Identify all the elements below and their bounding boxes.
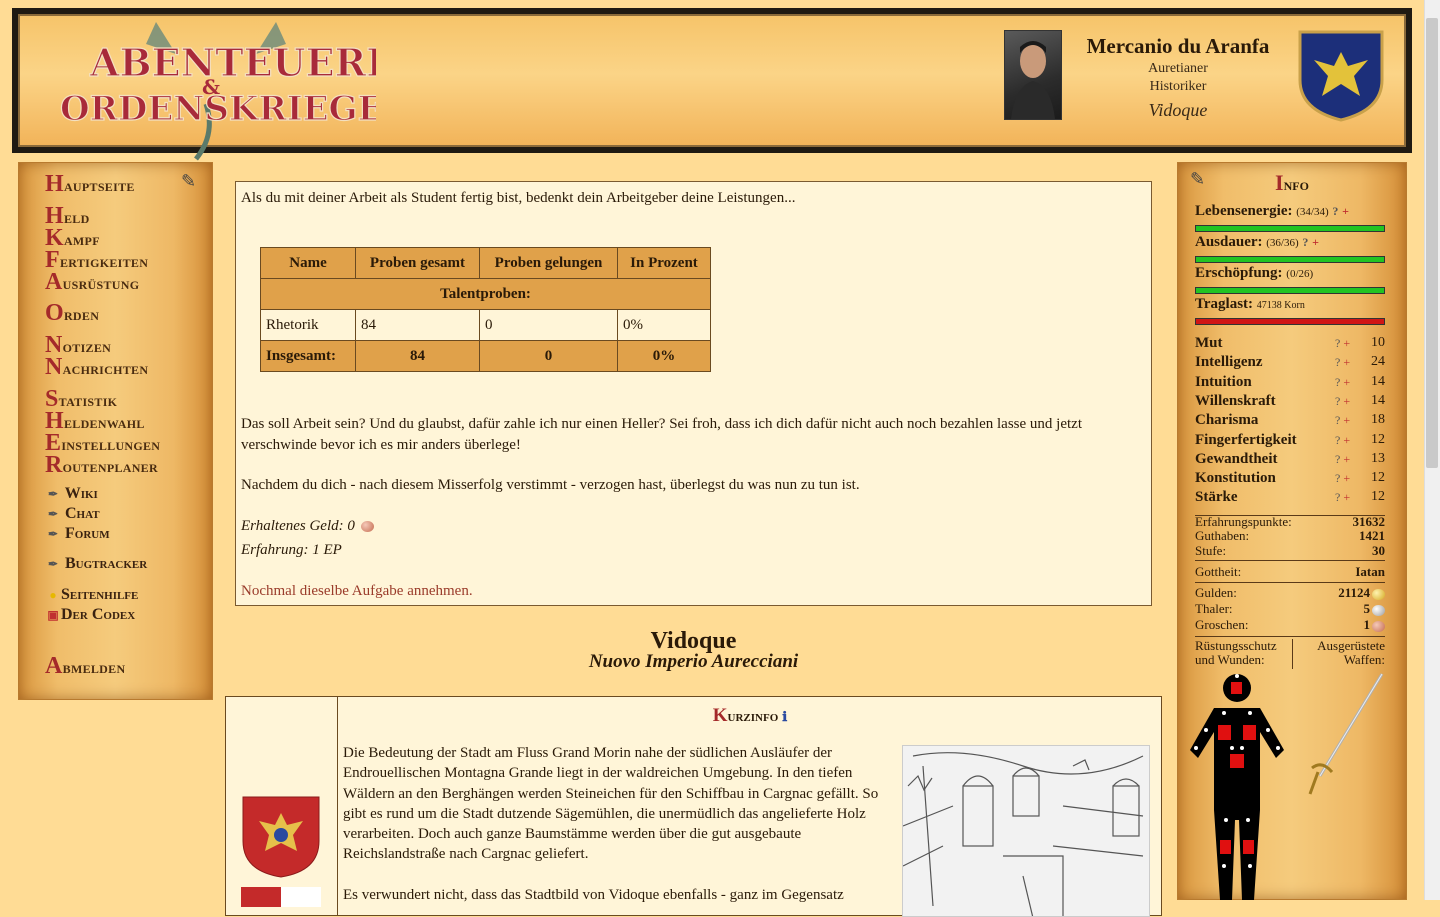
nav-einstellungen[interactable]: Einstellungen [45,430,161,456]
plus-link[interactable]: + [1343,355,1351,370]
info-title: Info [1275,170,1309,195]
attribute-row [1195,489,1385,508]
nav-seitenhilfe[interactable]: ● Seitenhilfe [45,586,138,604]
attribute-name: Mut [1195,335,1223,351]
help-link[interactable]: ? [1335,374,1341,389]
nav-routenplaner[interactable]: Routenplaner [45,452,158,478]
nav-chat[interactable]: ✒ Chat [45,505,100,523]
help-link[interactable]: ? [1335,355,1341,370]
attribute-name: Willenskraft [1195,392,1276,409]
nav-forum[interactable]: ✒ Forum [45,525,110,543]
nav-bugtracker[interactable]: ✒ Bugtracker [45,555,147,573]
help-link[interactable]: ? [1335,336,1341,350]
nav-orden[interactable]: Orden [45,300,100,326]
nav-wiki[interactable]: ✒ Wiki [45,485,98,503]
kurzinfo-heading: Kurzinfo ℹ [712,705,788,726]
header-banner [12,8,1412,153]
town-subtitle: Nuovo Imperio Aurecciani [588,651,799,672]
pdf-icon: ▣ [47,608,59,622]
info-icon[interactable]: ℹ [782,709,788,724]
quill-icon: ✒ [47,507,59,521]
nav-hauptseite[interactable]: Hauptseite [45,171,135,197]
col-header: Proben gelungen [480,248,618,279]
plus-link[interactable]: + [1343,336,1351,350]
attribute-value: 14 [1371,373,1385,389]
traglast-bar [1195,318,1385,325]
town-coat-of-arms-icon [241,795,321,879]
attribute-value: 12 [1371,431,1385,447]
groschen-coin-icon [1372,621,1385,632]
quill-icon: ✒ [47,527,59,541]
faction-crest [1298,30,1384,122]
plus-link[interactable]: + [1342,204,1349,218]
thaler-row: Thaler: 5 [1195,601,1385,616]
quill-icon: ✒ [47,557,59,571]
character-name: Mercanio du Aranfa [1086,34,1270,58]
weapons-label: Ausgerüstete Waffen: [1317,638,1385,667]
erschoepfung-label: Erschöpfung: (0/26) [1195,265,1314,281]
table-cell: 0 [480,310,618,341]
divider [1195,582,1385,583]
result-intro: Als du mit deiner Arbeit als Student fertig bist, bedenkt dein Arbeitgeber deine Leistungen... [241,190,796,206]
groschen-coin-icon [361,521,374,532]
ausdauer-bar [1195,256,1385,263]
attribute-name: Gewandtheit [1195,450,1278,467]
repeat-task-link[interactable]: Nochmal dieselbe Aufgabe annehmen. [241,583,473,599]
town-title: Vidoque [650,628,737,654]
thaler-coin-icon [1372,605,1385,616]
eagle-shield-icon [1298,30,1384,122]
portrait-icon [1005,31,1061,119]
help-link[interactable]: ? [1332,204,1339,218]
lebensenergie-label: Lebensenergie: (34/34) ? + [1195,203,1349,219]
traglast-label: Traglast: 47138 Korn [1195,296,1305,312]
attribute-name: Stärke [1195,489,1238,506]
attribute-name: Fingerfertigkeit [1195,431,1297,448]
help-link[interactable]: ? [1335,413,1341,428]
nav-ausruestung[interactable]: Ausrüstung [45,269,140,295]
plus-link[interactable]: + [1343,451,1351,466]
attribute-name: Intuition [1195,373,1252,390]
stufe-row: Stufe: 30 [1195,543,1385,558]
nav-kampf[interactable]: Kampf [45,225,100,251]
nav-notizen[interactable]: Notizen [45,332,112,358]
divider [1195,560,1385,561]
sword-icon[interactable] [1302,672,1386,802]
second-crest-icon [241,887,321,907]
town-sketch-icon [903,746,1150,917]
attribute-value: 18 [1371,412,1385,428]
attribute-value: 14 [1371,392,1385,408]
help-link[interactable]: ? [1335,432,1341,447]
col-header: Name [261,248,356,279]
attribute-name: Intelligenz [1195,354,1263,371]
nav-nachrichten[interactable]: Nachrichten [45,354,149,380]
attribute-name: Konstitution [1195,470,1276,487]
character-portrait[interactable] [1004,30,1062,120]
table-cell: 0% [618,310,711,341]
town-sketch-image [902,745,1150,917]
body-wounds-figure-icon[interactable] [1184,670,1294,900]
help-link[interactable]: ? [1335,393,1341,408]
col-header: In Prozent [618,248,711,279]
town-coat-column [226,697,338,915]
attribute-row [1195,374,1385,393]
quill-icon: ✎ [181,171,197,191]
erschoepfung-bar [1195,287,1385,294]
nav-held[interactable]: Held [45,203,90,229]
character-profession: Historiker [1149,79,1207,94]
town-info-panel [225,696,1162,916]
attribute-row [1195,412,1385,431]
help-link[interactable]: ? [1335,471,1341,486]
nav-abmelden[interactable]: Abmelden [45,653,126,679]
plus-link[interactable]: + [1312,235,1319,249]
attribute-row [1195,470,1385,489]
lightbulb-icon: ● [49,588,57,602]
attribute-value: 12 [1371,489,1385,505]
scrollbar-thumb[interactable] [1426,18,1438,468]
attribute-row [1195,393,1385,412]
nav-fertigkeiten[interactable]: Fertigkeiten [45,247,149,273]
help-link[interactable]: ? [1335,451,1341,466]
nav-heldenwahl[interactable]: Heldenwahl [45,408,145,434]
plus-link[interactable]: + [1343,432,1351,447]
attribute-value: 10 [1371,335,1385,350]
help-link[interactable]: ? [1335,490,1341,505]
attribute-row [1195,432,1385,451]
nav-statistik[interactable]: Statistik [45,386,118,412]
character-race: Auretianer [1148,61,1208,76]
town-description: Die Bedeutung der Stadt am Fluss Grand Morin nahe der südlichen Ausläufer der Endrouellischen Montagna Grande liegt in der waldreichen Umgebung. In den tiefen Wäldern an den Berghängen werden Steineichen für den Schiffbau in Cargnac gefällt. So gibt es rund um die Stadt dutzende Sägemühlen, die unermüdlich das angelieferte Holz verarbeiten. Doch auch ganze Baumstämme werden über die gut ausgebaute Reichslandstraße nach Cargnac geliefert. Es verwundert nicht, dass das Stadtbild von Vidoque ebenfalls - ganz im Gegensatz [343,745,879,904]
attribute-row [1195,354,1385,373]
plus-link[interactable]: + [1343,490,1351,505]
lebensenergie-bar [1195,225,1385,232]
attribute-row [1195,451,1385,470]
plus-link[interactable]: + [1343,393,1351,408]
attribute-row [1195,335,1385,354]
divider [1195,636,1385,637]
table-total-label: Insgesamt: [261,341,356,372]
employer-quote: Das soll Arbeit sein? Und du glaubst, dafür zahle ich nur einen Heller? Sei froh, dass ich dich dafür nicht auch noch bezahlen lasse und jetzt verschwinde bevor ich es mir anders überlege! [241,416,1082,453]
gulden-coin-icon [1372,589,1385,600]
probe-table [260,247,711,372]
table-cell: Rhetorik [261,310,356,341]
plus-link[interactable]: + [1343,413,1351,428]
groschen-row: Groschen: 1 [1195,617,1385,632]
gottheit-row: Gottheit: Iatan [1195,564,1385,579]
attribute-value: 24 [1371,354,1385,370]
table-total-cell: 0 [480,341,618,372]
gulden-row: Gulden: 21124 [1195,585,1385,600]
attribute-name: Charisma [1195,412,1259,429]
character-town: Vidoque [1148,100,1208,120]
plus-link[interactable]: + [1343,374,1351,389]
table-section: Talentproben: [261,279,711,310]
svg-text:&: & [202,75,221,99]
quill-icon: ✎ [1190,169,1206,189]
quill-icon: ✒ [47,487,59,501]
logo[interactable] [56,14,376,154]
dragon-logo-icon [56,14,376,164]
attribute-value: 13 [1371,450,1385,466]
ep-row: Erfahrungspunkte: 31632 [1195,514,1385,529]
table-cell: 84 [356,310,480,341]
guthaben-row: Guthaben: 1421 [1195,528,1385,543]
col-header: Proben gesamt [356,248,480,279]
plus-link[interactable]: + [1343,471,1351,486]
money-received: Erhaltenes Geld: 0 [241,516,374,537]
attribute-value: 12 [1371,470,1385,486]
exp-received: Erfahrung: 1 EP [241,542,342,558]
svg-text:ORDENSKRIEGER: ORDENSKRIEGE [60,89,376,129]
armor-label: Rüstungsschutz und Wunden: [1195,639,1293,669]
svg-text:ABENTEUERER: ABENTEUER [90,40,367,85]
result-after: Nachdem du dich - nach diesem Misserfolg verstimmt - verzogen hast, überlegst du was nun zu tun ist. [241,477,860,493]
help-link[interactable]: ? [1302,235,1309,249]
table-total-cell: 84 [356,341,480,372]
main-navigation [18,162,213,700]
ausdauer-label: Ausdauer: (36/36) ? + [1195,234,1319,250]
table-total-cell: 0% [618,341,711,372]
nav-codex[interactable]: ▣ Der Codex [45,606,135,624]
job-result-panel [235,181,1152,606]
